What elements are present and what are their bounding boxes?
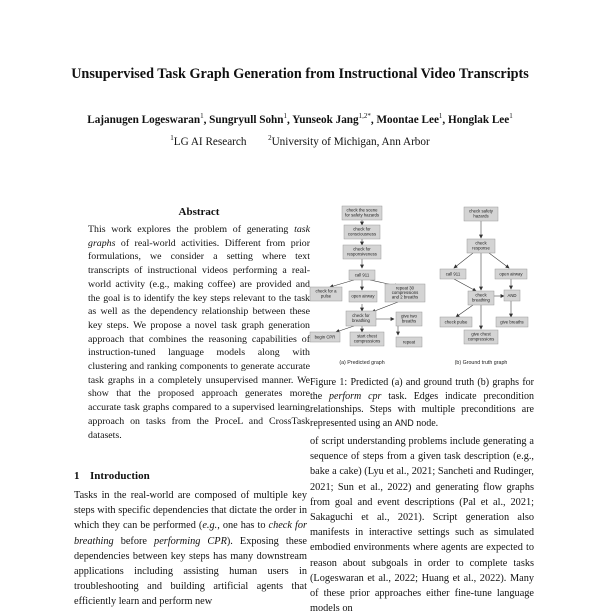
node-label: compressions	[467, 336, 495, 342]
author-name: Honglak Lee	[448, 114, 510, 126]
abstract-heading: Abstract	[178, 206, 220, 218]
ground-truth-node	[504, 290, 520, 301]
author-name: Lajanugen Logeswaran	[87, 114, 201, 126]
author-name: Moontae Lee	[376, 114, 439, 126]
figure-1	[306, 200, 536, 372]
paper-title: Unsupervised Task Graph Generation from Instructional Video Transcripts	[71, 66, 529, 82]
predicted-node	[310, 287, 342, 301]
node-label: AND	[507, 293, 517, 298]
node-label: begin CPR	[314, 334, 336, 340]
node-label: check for	[353, 226, 371, 232]
node-label: responsiveness	[347, 251, 377, 257]
ground-truth-node	[495, 269, 527, 279]
predicted-node	[396, 337, 422, 347]
node-label: check for	[352, 313, 370, 318]
node-label: consciousness	[347, 231, 377, 237]
node-label: check	[475, 240, 487, 246]
affiliations	[0, 136, 600, 148]
author-name: Sungryull Sohn	[209, 114, 284, 126]
node-label: for safety hazards	[344, 212, 380, 218]
author: Yunseok Jang$^{1,2*}$,	[292, 112, 377, 126]
node-label: breaths	[401, 318, 417, 324]
node-label: response	[472, 245, 490, 251]
predicted-node	[349, 291, 377, 302]
node-label: compressions	[353, 338, 381, 344]
node-label: call 911	[354, 272, 370, 278]
node-label: check for a	[315, 288, 337, 294]
author-affiliation-mark: 1	[200, 112, 204, 120]
author-affiliation-mark: 1	[438, 112, 443, 120]
node-label: give two	[401, 313, 417, 319]
affiliation: $^2$University of Michigan, Ann Arbor	[268, 134, 430, 148]
affiliation: $^1$LG AI Research	[170, 134, 247, 148]
subcaption-b: (b) Ground truth graph	[454, 360, 508, 366]
node-label: check the scene	[346, 207, 378, 213]
predicted-node	[350, 332, 384, 346]
node-label: give breaths	[500, 319, 524, 325]
node-label: open airway	[499, 271, 523, 277]
author-affiliation-mark: 1	[283, 112, 287, 120]
ground-truth-node	[467, 239, 495, 253]
right-column-body: of script understanding problems include generating a sequence of steps from a given task description (e.g., bake a cake) (Lyu et al., 2021; Sancheti and Rudinger, 2021; Sun et al., 2022) and generating flow graphs from goal and event descriptions (Pal et al., 2021; Sakaguchi et al., 2021). Script generation also manifests in interactive settings such as simulated embodied environments where agents are expected to reason about subgoals in order to complete tasks (Logeswaran et al., 2022; Huang et al., 2022). Many of these prior approaches either fine-tune language models on	[310, 436, 534, 615]
node-label: compressions	[391, 290, 419, 295]
predicted-node	[349, 270, 375, 280]
predicted-node	[346, 311, 376, 326]
node-label: repeat	[402, 339, 416, 345]
predicted-node	[342, 206, 382, 220]
predicted-node	[396, 312, 422, 326]
ground-truth-node	[496, 317, 528, 327]
node-label: check pulse	[444, 319, 468, 325]
node-label: call 911	[445, 271, 461, 277]
ground-truth-node	[440, 317, 472, 327]
node-label: repeat 30	[395, 285, 415, 291]
predicted-node	[385, 284, 425, 302]
node-label: and 2 breaths	[391, 294, 419, 300]
author-affiliation-mark: 1	[509, 112, 513, 120]
node-label: check safety	[469, 208, 493, 214]
ground-truth-node	[464, 207, 498, 221]
node-label: start chest	[357, 333, 377, 339]
author: Lajanugen Logeswaran$^1$,	[87, 112, 210, 126]
ground-truth-node	[468, 291, 494, 305]
predicted-node	[310, 332, 340, 342]
author	[448, 114, 513, 126]
subcaption-a: (a) Predicted graph	[339, 360, 385, 366]
section-title: Introduction	[90, 470, 150, 482]
ground-truth-node	[440, 269, 466, 279]
author-affiliation-mark: 1,2*	[358, 112, 371, 120]
node-label: check for	[353, 246, 371, 252]
ground-truth-node	[464, 330, 498, 344]
author: Sungryull Sohn$^1$,	[209, 112, 293, 126]
node-label: open airway	[351, 293, 375, 299]
section-heading-introduction	[74, 470, 150, 482]
abstract-body: This work explores the problem of generating task graphs of real-world activities. Different from prior formulations, we consider a setting where text transcripts of instructional videos performing a real-world activity (e.g., making coffee) are provided and the goal is to identify the key steps relevant to the task as well as the dependency relationship between these key steps. We propose a novel task graph generation approach that combines the reasoning capabilities of instruction-tuned language models along with clustering and ranking components to generate accurate task graphs in a completely unsupervised manner. We show that the proposed approach generates more accurate task graphs compared to a supervised learning approach on tasks from the ProceL and CrossTask datasets.	[88, 224, 310, 441]
figure-caption: Figure 1: Predicted (a) and ground truth (b) graphs for the perform cpr task. Edges indicate precondition relationships. Steps with multiple preconditions are represented using an AND node.	[310, 377, 534, 429]
author: Moontae Lee$^1$,	[376, 112, 449, 126]
author-list	[0, 114, 600, 126]
section-number: 1	[74, 470, 80, 482]
predicted-node	[344, 225, 380, 239]
predicted-node	[343, 245, 381, 259]
node-label: breathing	[472, 297, 490, 303]
node-label: check	[475, 292, 487, 298]
node-label: breathing	[352, 318, 370, 323]
node-label: hazards	[473, 213, 489, 219]
author-name: Yunseok Jang	[292, 114, 359, 126]
node-label: pulse	[320, 293, 332, 299]
node-label: give chest	[471, 331, 491, 337]
introduction-body: Tasks in the real-world are composed of multiple key steps with specific dependencies that dictate the order in which they can be performed (e.g., one has to check for breathing before performing CPR). Exposing these dependencies between key steps has many downstream applications including assisting human users in troubleshooting and building artificial agents that efficiently learn and perform new	[74, 490, 308, 608]
